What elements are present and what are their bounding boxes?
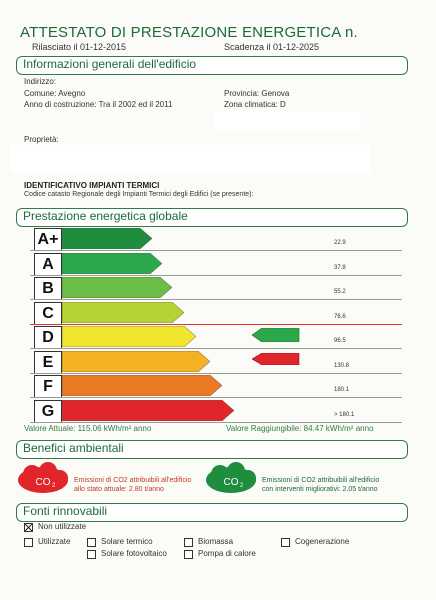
energy-class-arrow (62, 400, 236, 421)
section-heading: Informazioni generali dell'edificio (23, 57, 197, 71)
label-used: Utilizzate (38, 537, 71, 546)
energy-class-threshold: 55.2 (334, 289, 346, 295)
energy-class-arrow (62, 277, 174, 298)
issued-date: Rilasciato il 01-12-2015 (32, 42, 127, 52)
scale-divider (30, 275, 402, 276)
checkbox-not-used[interactable] (24, 523, 33, 532)
checkbox-biomass[interactable] (184, 538, 193, 547)
co2-improved-cloud-icon (204, 462, 258, 496)
scale-divider (30, 348, 402, 349)
scale-divider (30, 299, 402, 300)
energy-class-letter: A+ (34, 228, 62, 251)
energy-class-threshold: 180.1 (334, 387, 350, 393)
energy-class-letter: F (34, 375, 62, 398)
achievable-value-arrow (252, 328, 300, 342)
energy-class-threshold: 22.9 (334, 240, 346, 246)
climate-zone: Zona climatica: D (224, 100, 286, 109)
energy-class-arrow (62, 253, 164, 274)
province: Provincia: Genova (224, 89, 290, 98)
municipality: Comune: Avegno (24, 89, 86, 98)
checkbox-cogeneration[interactable] (281, 538, 290, 547)
section-environmental-benefits (16, 440, 408, 459)
label-heat-pump: Pompa di calore (198, 549, 256, 558)
section-heading: Prestazione energetica globale (23, 209, 188, 223)
label-photovoltaic: Solare fotovoltaico (101, 549, 167, 558)
energy-class-threshold: 76.6 (334, 314, 346, 320)
energy-class-arrow (62, 375, 224, 396)
energy-class-letter: A (34, 253, 62, 276)
checkbox-solar-thermal[interactable] (87, 538, 96, 547)
current-value-label: Valore Attuale: 115.06 kWh/m² anno (24, 424, 152, 433)
svg-text:2: 2 (52, 483, 56, 489)
checkbox-used[interactable] (24, 538, 33, 547)
scale-divider (30, 397, 402, 398)
energy-class-threshold: 130.8 (334, 363, 350, 369)
achievable-value-label: Valore Raggiungibile: 84.47 kWh/m² anno (226, 424, 374, 433)
energy-class-arrow (62, 302, 186, 323)
label-cogeneration: Cogenerazione (295, 537, 350, 546)
redacted-area (10, 145, 370, 173)
energy-class-letter: G (34, 400, 62, 423)
energy-class-arrow (62, 351, 212, 372)
svg-text:2: 2 (240, 483, 244, 489)
section-heading: Benefici ambientali (23, 441, 124, 455)
co2-improved-text: Emissioni di CO2 attribuibili all'edificio con interventi migliorativi: 2.05 t/anno (262, 477, 380, 493)
checkbox-heat-pump[interactable] (184, 550, 193, 559)
thermal-subtitle: Codice catasto Regionale degli Impianti Termici degli Edifici (se presente): (24, 191, 254, 198)
check-x-icon (25, 524, 32, 531)
owner-label: Proprietà: (24, 135, 59, 144)
scale-divider (30, 250, 402, 251)
energy-class-letter: B (34, 277, 62, 300)
thermal-title: IDENTIFICATIVO IMPIANTI TERMICI (24, 181, 160, 190)
svg-text:CO: CO (223, 477, 239, 488)
energy-class-arrow (62, 326, 198, 347)
energy-class-threshold: 96.5 (334, 338, 346, 344)
energy-class-threshold: > 180.1 (334, 412, 355, 418)
document-title: ATTESTATO DI PRESTAZIONE ENERGETICA n. (20, 24, 358, 41)
svg-text:CO: CO (35, 477, 51, 488)
section-heading: Fonti rinnovabili (23, 504, 108, 518)
co2-current-cloud-icon (16, 462, 70, 496)
scale-divider (30, 324, 402, 325)
current-value-arrow (252, 353, 300, 365)
energy-class-letter: E (34, 351, 62, 374)
co2-current-text: Emissioni di CO2 attribuibili all'edificio allo stato attuale: 2.80 t/anno (74, 477, 192, 493)
section-renewables (16, 503, 408, 522)
scale-divider (30, 422, 402, 423)
checkbox-photovoltaic[interactable] (87, 550, 96, 559)
redacted-area (215, 111, 360, 131)
section-general-info (16, 56, 408, 75)
energy-class-arrow (62, 228, 154, 249)
scale-divider (30, 373, 402, 374)
section-energy-performance (16, 208, 408, 227)
label-biomass: Biomassa (198, 537, 234, 546)
energy-class-letter: D (34, 326, 62, 349)
construction-year: Anno di costruzione: Tra il 2002 ed il 2011 (24, 100, 173, 109)
expiry-date: Scadenza il 01-12-2025 (224, 42, 320, 52)
energy-class-threshold: 37.8 (334, 265, 346, 271)
address-label: Indirizzo: (24, 77, 57, 86)
label-solar-thermal: Solare termico (101, 537, 153, 546)
energy-class-letter: C (34, 302, 62, 325)
label-not-used: Non utilizzate (38, 522, 87, 531)
